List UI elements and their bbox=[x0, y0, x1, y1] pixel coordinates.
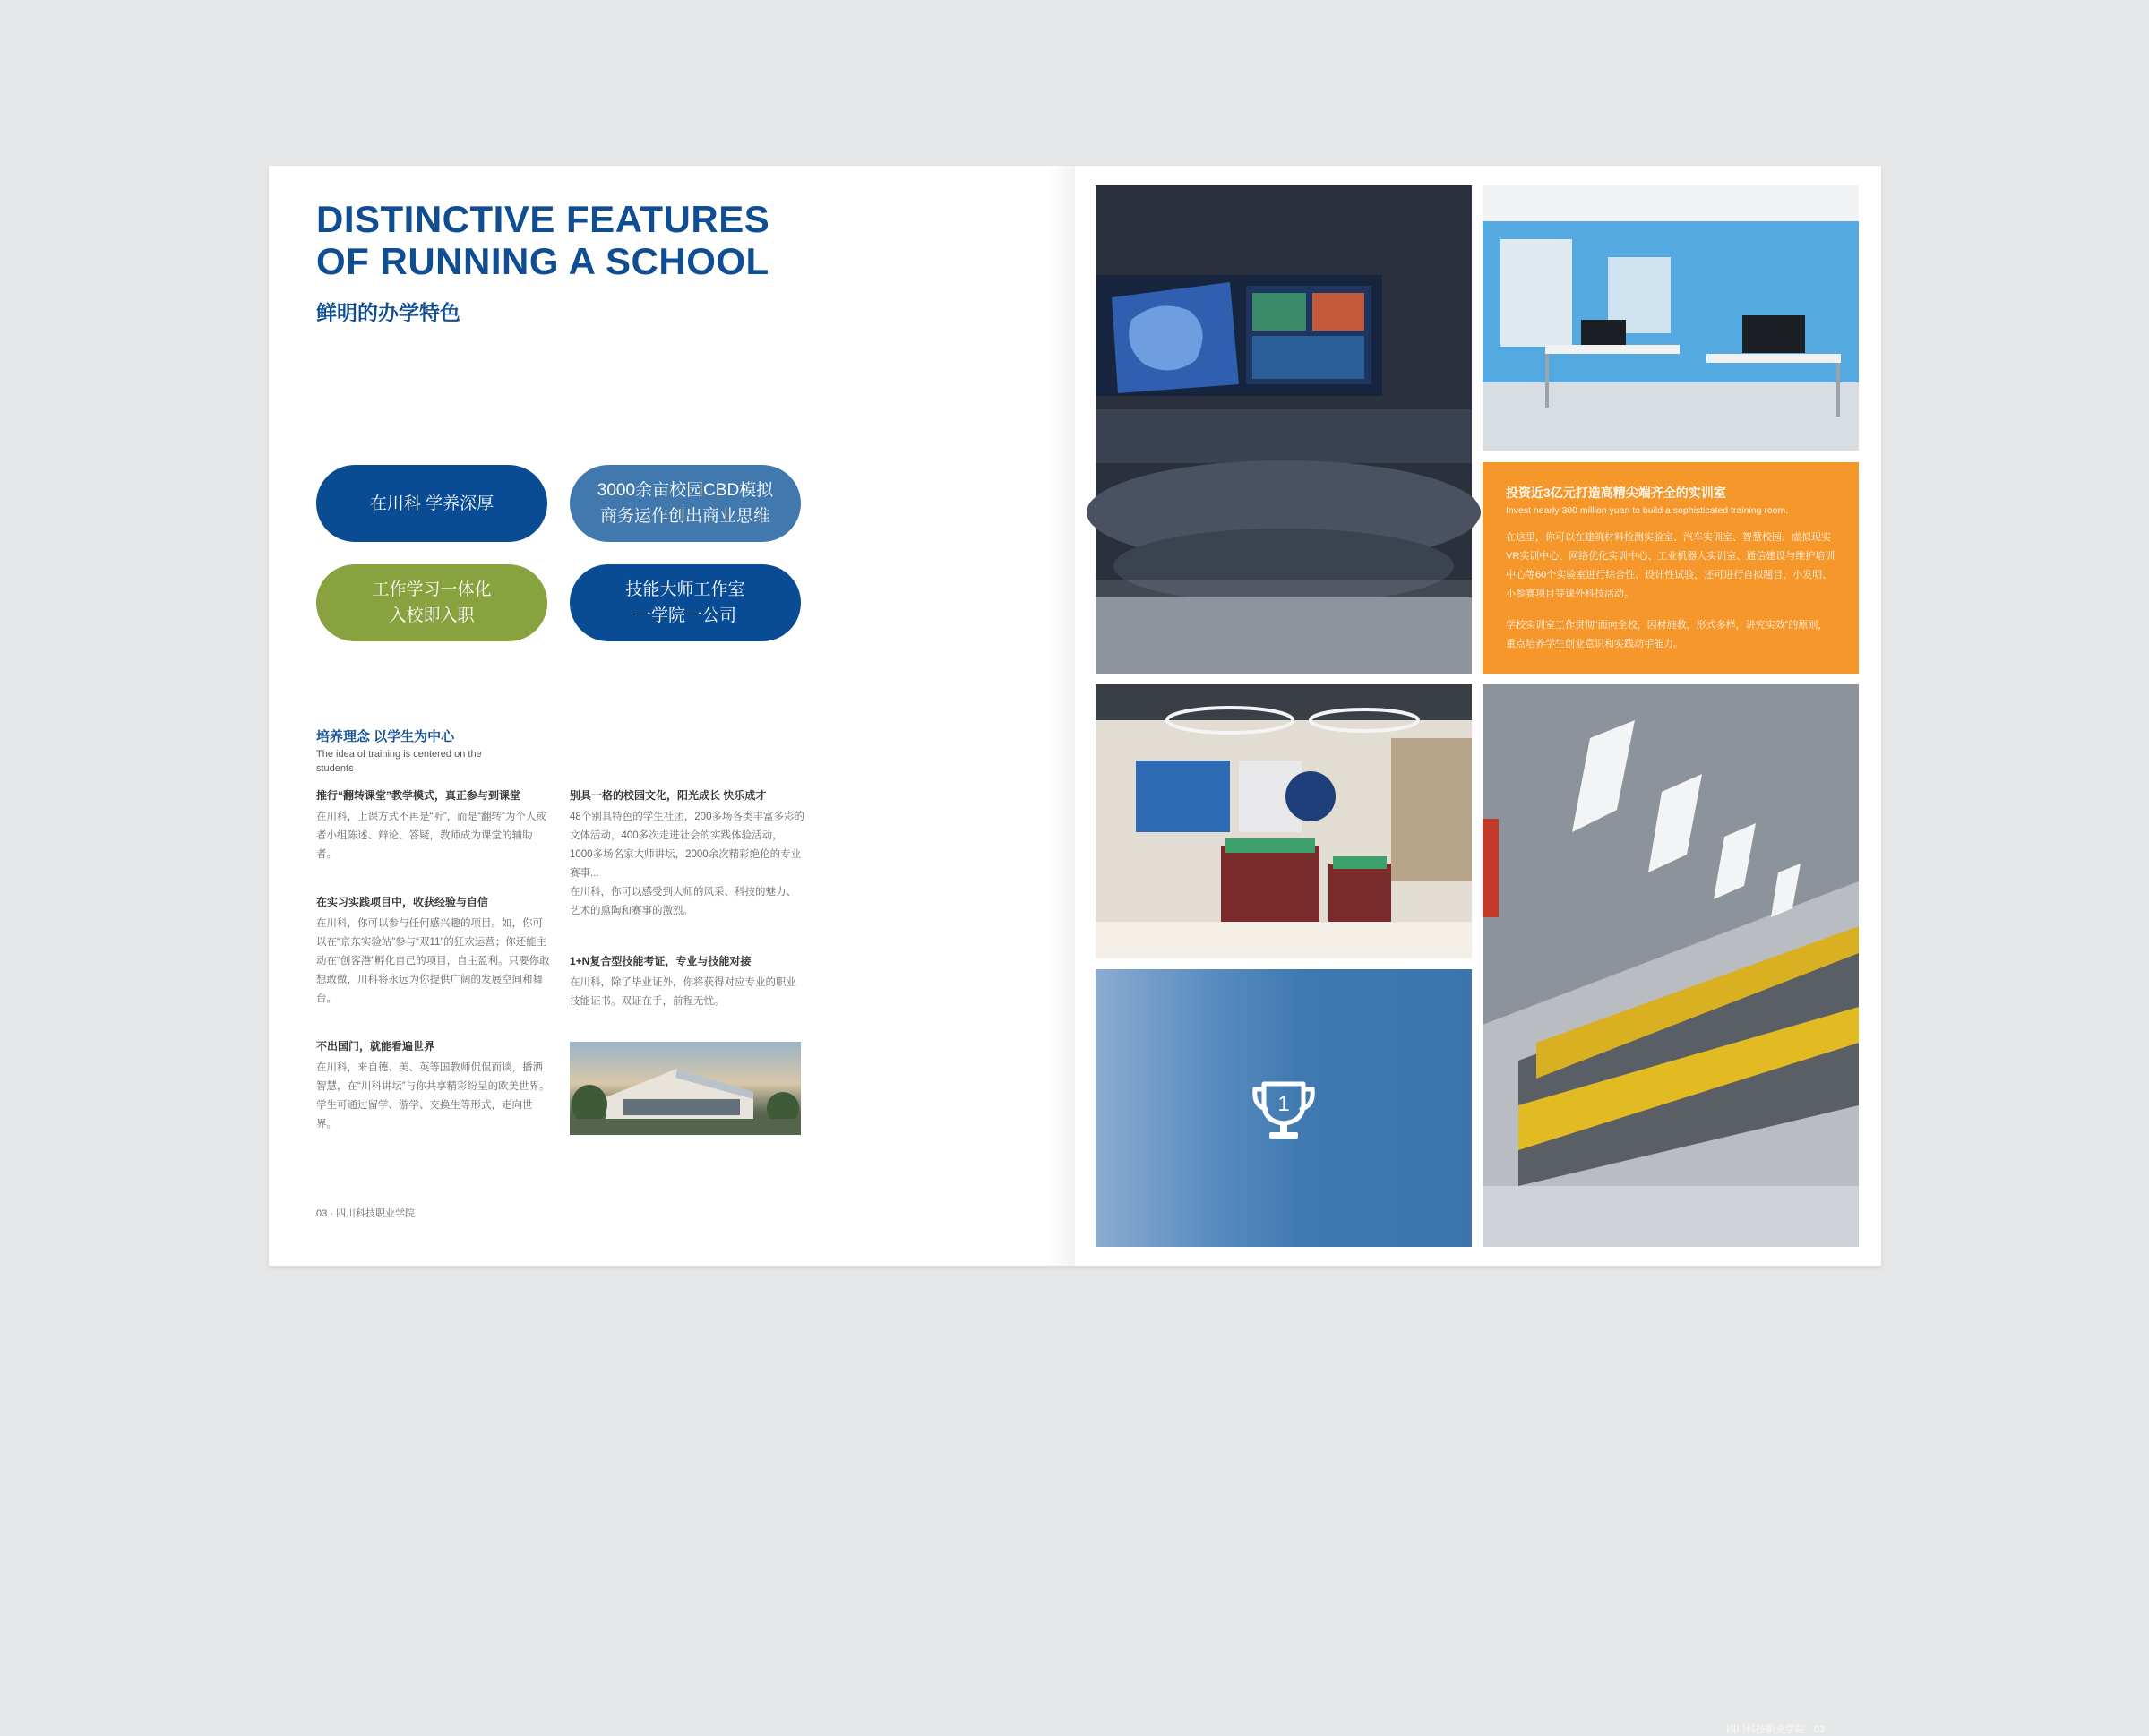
text-block-title: 1+N复合型技能考证，专业与技能对接 bbox=[570, 955, 752, 967]
factory-line-illustration bbox=[1483, 684, 1859, 1247]
page-footer-left: 03 · 四川科技职业学院 bbox=[316, 1208, 416, 1219]
text-block-body-2: 在川科，你可以感受到大师的风采、科技的魅力、艺术的熏陶和赛事的激烈。 bbox=[570, 887, 796, 916]
text-block-body: 在川科，除了毕业证外，你将获得对应专业的职业技能证书。双证在手，前程无忧。 bbox=[570, 977, 796, 1007]
feature-pill-4[interactable] bbox=[570, 564, 801, 641]
feature-pill-2-line2: 商务运作创出商业思维 bbox=[599, 507, 770, 526]
factory-line-photo bbox=[1483, 684, 1859, 1735]
feature-pill-2-line1: 3000余亩校园CBD模拟 bbox=[597, 481, 774, 500]
right-page bbox=[1075, 166, 1881, 1735]
left-page bbox=[269, 166, 1075, 1266]
training-heading: 投资近3亿元打造高精尖端齐全的实训室 bbox=[1506, 486, 1726, 500]
text-block-body: 在川科，来自德、美、英等国教师侃侃而谈，播洒智慧，在“川科讲坛”与你共享精彩纷呈的欧美世界。学生可通过留学、游学、交换生等形式，走向世界。 bbox=[316, 1062, 550, 1130]
training-paragraph-1: 在这里，你可以在建筑材料检测实验室、汽车实训室、智慧校园、虚拟现实VR实训中心、网络优化实训中心、工业机器人实训室、通信建设与维护培训中心等60个实验室进行综合性、设计性试验，还可进行自拟题目、小发明、小参赛项目等课外科技活动。 bbox=[1506, 532, 1835, 599]
text-block-world bbox=[316, 1039, 551, 1134]
control-room-photo bbox=[1096, 185, 1472, 674]
feature-pill-3-line1: 工作学习一体化 bbox=[372, 580, 492, 599]
feature-pill-3-line2: 入校即入职 bbox=[389, 606, 475, 625]
feature-pill-1-line1: 在川科 学养深厚 bbox=[369, 494, 494, 513]
campus-building-photo bbox=[570, 1042, 801, 1135]
text-block-title: 别具一格的校园文化，阳光成长 快乐成才 bbox=[570, 789, 767, 802]
feature-pill-1[interactable] bbox=[316, 465, 547, 542]
exhibition-hall-illustration bbox=[1096, 684, 1472, 958]
text-block-title: 在实习实践项目中，收获经验与自信 bbox=[316, 896, 489, 908]
feature-pill-4-line1: 技能大师工作室 bbox=[625, 580, 745, 599]
training-subheading: Invest nearly 300 million yuan to build a sophisticated training room. bbox=[1506, 505, 1789, 516]
text-block-body: 48个别具特色的学生社团，200多场各类丰富多彩的文体活动，400多次走进社会的实践体验活动，1000多场名家大师讲坛，2000余次精彩绝伦的专业赛事... bbox=[570, 812, 804, 879]
page-title-cn: 鲜明的办学特色 bbox=[316, 301, 460, 324]
section-subheading: The idea of training is centered on the students bbox=[316, 749, 482, 774]
text-block-body: 在川科，你可以参与任何感兴趣的项目。如，你可以在“京东实验站”参与“双11”的狂欢运营；你还能主动在“创客港”孵化自己的项目，自主盈利。只要你敢想敢做，川科将永远为你提供广阔的发展空间和舞台。 bbox=[316, 918, 550, 1004]
section-heading: 培养理念 以学生为中心 bbox=[316, 729, 455, 744]
text-block-certificates bbox=[570, 954, 804, 1011]
achievement-panel bbox=[1096, 969, 1472, 1247]
feature-pill-2[interactable] bbox=[570, 465, 801, 542]
text-block-title: 推行“翻转课堂”教学模式，真正参与到课堂 bbox=[316, 789, 521, 802]
feature-pill-4-line2: 一学院一公司 bbox=[633, 606, 736, 625]
page-footer-right: 四川科技职业学院 · 03 bbox=[1725, 1724, 1825, 1735]
computer-lab-photo bbox=[1483, 185, 1859, 451]
text-block-campus-culture bbox=[570, 788, 804, 921]
page-title-en: DISTINCTIVE FEATURES OF RUNNING A SCHOOL bbox=[316, 198, 770, 282]
building-illustration bbox=[570, 1042, 801, 1135]
computer-lab-illustration bbox=[1483, 185, 1859, 451]
training-investment-box bbox=[1483, 462, 1859, 674]
exhibition-hall-photo bbox=[1096, 684, 1472, 958]
text-block-practice bbox=[316, 895, 551, 1009]
text-block-title: 不出国门，就能看遍世界 bbox=[316, 1040, 435, 1053]
training-paragraph-2: 学校实训室工作贯彻“面向全校，因材施教，形式多样，讲究实效”的原则，重点培养学生创业意识和实践动手能力。 bbox=[1506, 620, 1828, 649]
text-block-body: 在川科，上课方式不再是“听”，而是“翻转”为个人或者小组陈述、辩论、答疑，教师成为课堂的辅助者。 bbox=[316, 812, 546, 860]
brochure-spread bbox=[269, 166, 1881, 1735]
text-block-flipped-classroom bbox=[316, 788, 551, 864]
trophy-icon bbox=[1248, 1079, 1319, 1143]
control-room-illustration bbox=[1096, 185, 1472, 674]
feature-pill-3[interactable] bbox=[316, 564, 547, 641]
trophy-number: 1 bbox=[1277, 1092, 1290, 1116]
